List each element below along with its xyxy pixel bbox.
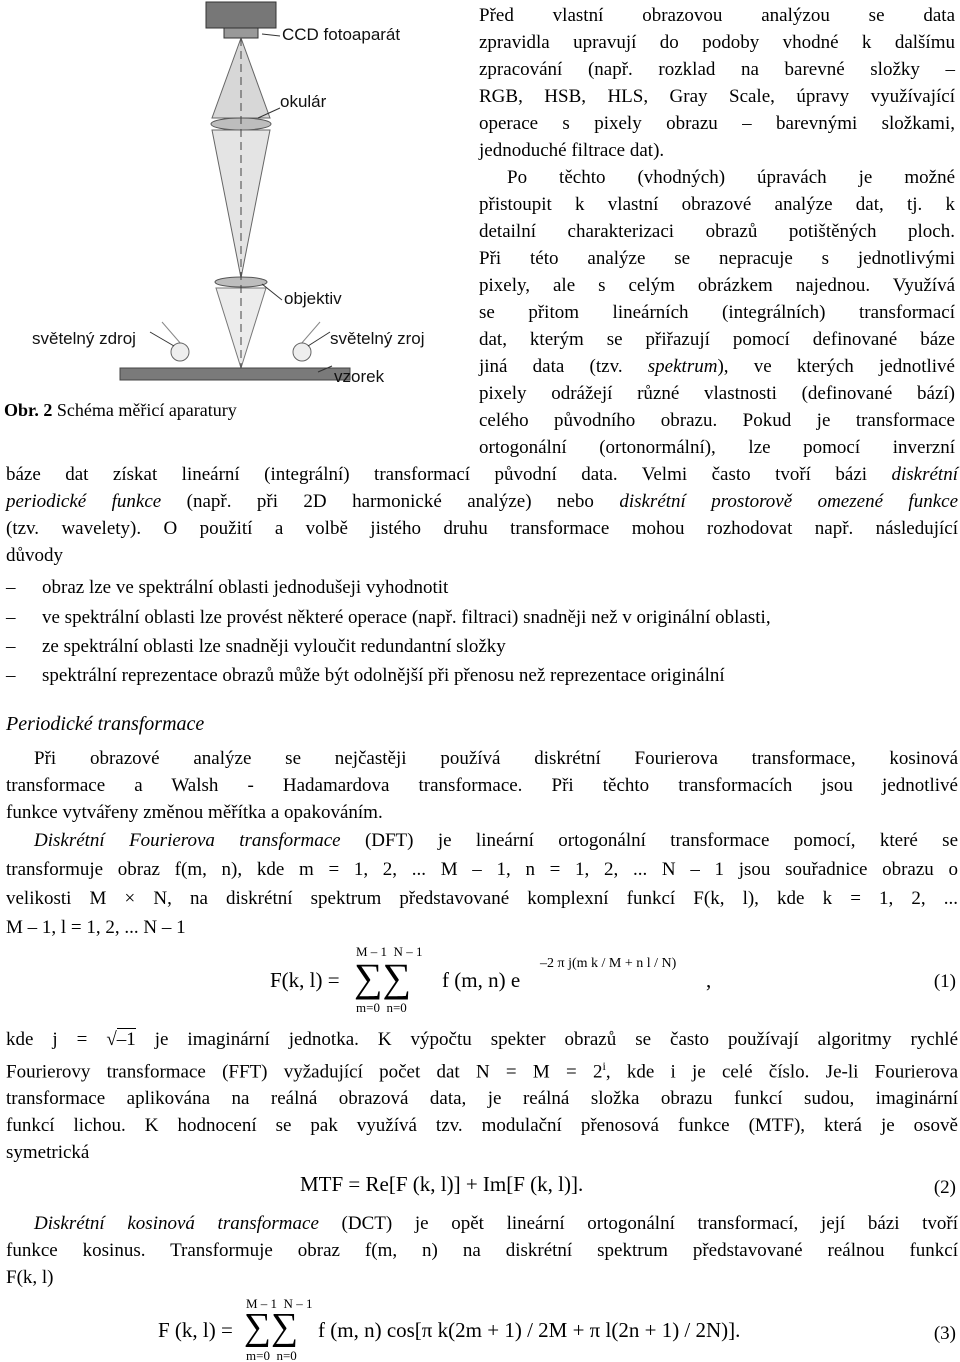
analysis-line: pixely, ale s celým obrázkem najednou. Využívá (479, 275, 955, 296)
continuation-line: důvody (6, 545, 63, 566)
reason-item: – spektrální reprezentace obrazů může být odolnější při přenosu než reprezentace originální (6, 665, 725, 686)
label-light-right: světelný zroj (330, 329, 425, 348)
analysis-line: dat, kterým se přiřazují pomocí definované báze (479, 329, 955, 350)
analysis-line: přistoupit k vlastní obrazové analýze dat, tj. k (479, 194, 955, 215)
periodic-paragraph (6, 745, 958, 826)
reason-text: ze spektrální oblasti lze snadněji vyloučit redundantní složky (42, 636, 506, 657)
fft-line (6, 1026, 958, 1053)
fft-line: transformace aplikována na reálná obrazová data, je reálná složka obrazu funkcí sudou, imaginární (6, 1088, 958, 1110)
continuation-line (6, 488, 958, 515)
apparatus-diagram (0, 0, 470, 460)
analysis-continuation (6, 461, 958, 569)
dct-paragraph (6, 1210, 958, 1291)
sqrt-symbol: √ (106, 1029, 117, 1050)
term-diskretni: diskrétní (891, 464, 958, 485)
sqrt-argument: –1 (116, 1029, 136, 1050)
dct-line (6, 1210, 958, 1237)
continuation-line (6, 461, 958, 488)
term-spektrum: spektrum (647, 356, 718, 377)
term-spatial-functions: diskrétní prostorově omezené funkce (619, 491, 959, 512)
periodic-line: Při obrazové analýze se nejčastěji používá diskrétní Fourierova transformace, kosinová (34, 748, 958, 769)
sum-symbol: ∑∑ (354, 955, 412, 1000)
analysis-text: jiná data (tzv. (479, 356, 648, 377)
dft-line: velikosti M × N, na diskrétní spektrum představované komplexní funkcí F(k, l), kde k = 1, 2, ... (6, 888, 958, 909)
intro-paragraph (479, 2, 955, 164)
ccd-camera-shape (206, 2, 276, 28)
eq1-upper-limits: M – 1 N – 1 (356, 944, 423, 959)
eq1-lower-limits: m=0 n=0 (356, 1000, 407, 1015)
intro-line: jednoduché filtrace dat). (479, 140, 665, 161)
label-light-left: světelný zdroj (32, 329, 136, 348)
reason-text: obraz lze ve spektrální oblasti jednodušeji vyhodnotit (42, 577, 449, 598)
eq1-comma: , (706, 968, 712, 992)
periodic-line: transformace a Walsh - Hadamardova transformace. Při těchto transformacích jsou jednotlivé (6, 775, 958, 796)
analysis-line: ortogonální (ortonormální), lze pomocí inverzní (479, 437, 955, 458)
reason-text: ve spektrální oblasti lze provést některé operace (např. filtraci) snadněji než v originální oblasti, (42, 607, 771, 628)
dft-line: transformuje obraz f(m, n), kde m = 1, 2, ... M – 1, n = 1, 2, ... N – 1 jsou souřadnice obrazu o (6, 859, 958, 880)
term-dct: Diskrétní kosinová transformace (34, 1213, 319, 1234)
label-sample: vzorek (334, 367, 385, 386)
reason-item: – obraz lze ve spektrální oblasti jednodušeji vyhodnotit (6, 577, 449, 598)
reason-text: spektrální reprezentace obrazů může být odolnější při přenosu než reprezentace originální (42, 665, 725, 686)
reason-item: – ze spektrální oblasti lze snadněji vyloučit redundantní složky (6, 636, 506, 657)
dft-paragraph (6, 826, 958, 942)
analysis-line: detailní charakterizaci obrazů potištěných ploch. (479, 221, 955, 242)
analysis-paragraph (479, 164, 955, 461)
equation-1-number: (1) (933, 971, 956, 992)
label-eyepiece: okulár (280, 92, 327, 111)
eq3-body: f (m, n) cos[π k(2m + 1) / 2M + π l(2n + 1) / 2N)]. (318, 1318, 741, 1342)
dct-line: funkce kosinus. Transformuje obraz f(m, n) na diskrétní spektrum představované reálnou funkcí (6, 1240, 958, 1261)
dct-text: (DCT) je opět lineární ortogonální transformací, její bázi tvoří (318, 1213, 959, 1234)
sum-symbol: ∑∑ (244, 1306, 299, 1348)
eq3-lhs: F (k, l) = (158, 1318, 233, 1342)
section-heading: Periodické transformace (6, 713, 205, 735)
label-camera: CCD fotoaparát (282, 25, 401, 44)
eq3-upper-limits: M – 1 N – 1 (246, 1296, 313, 1311)
fft-text: je imaginární jednotka. K výpočtu spekter obrazů se často používají algoritmy rychlé (135, 1029, 958, 1050)
term-periodic-functions: periodické funkce (6, 491, 162, 512)
equation-1 (270, 944, 770, 1016)
fft-text: , kde i je celé číslo. Je-li Fourierova (605, 1061, 959, 1083)
dft-line: M – 1, l = 1, 2, ... N – 1 (6, 917, 186, 938)
fft-paragraph (6, 1026, 958, 1166)
fft-line: symetrická (6, 1142, 90, 1164)
dct-line: F(k, l) (6, 1267, 54, 1288)
exponent-i: i (602, 1059, 606, 1073)
equation-2: MTF = Re[F (k, l)] + Im[F (k, l)]. (300, 1172, 584, 1196)
analysis-text: ), ve kterých jednotlivé (717, 356, 955, 377)
eq1-exponent: –2 π j(m k / M + n l / N) (540, 956, 677, 971)
analysis-line: celého původního obrazu. Pokud je transformace (479, 410, 955, 431)
fft-line: funkcí lichou. K hodnocení se pak využívá tzv. modulační přenosová funkce (MTF), která je osově (6, 1115, 958, 1137)
analysis-line: Po těchto (vhodných) úpravách je možné (507, 167, 955, 188)
figure-caption-number: Obr. 2 (4, 400, 53, 420)
dft-text: (DFT) je lineární ortogonální transformace pomocí, které se (340, 830, 959, 851)
intro-line: zpracování (např. rozklad na barevné složky – (479, 59, 955, 80)
reason-item: – ve spektrální oblasti lze provést některé operace (např. filtraci) snadněji než v originální oblasti, (6, 607, 771, 628)
equation-3-number: (3) (933, 1323, 956, 1344)
periodic-line: funkce vytvářeny změnou měřítka a opakováním. (6, 802, 383, 823)
dft-line (6, 826, 958, 855)
fft-line (6, 1053, 958, 1085)
eq3-lower-limits: m=0 n=0 (246, 1348, 297, 1362)
label-objective: objektiv (284, 289, 342, 308)
objective-cone (212, 130, 270, 278)
analysis-line (479, 353, 955, 380)
term-dft: Diskrétní Fourierova transformace (34, 830, 341, 851)
analysis-line: Při této analýze se nepracuje s jednotlivými (479, 248, 955, 269)
eq1-body: f (m, n) e (442, 968, 521, 992)
equation-2-number: (2) (933, 1177, 956, 1198)
intro-line: Před vlastní obrazovou analýzou se data (479, 5, 955, 26)
fft-text: kde j = (6, 1029, 107, 1050)
continuation-line: (tzv. wavelety). O použití a volbě jistého druhu transformace mohou rozhodovat např. následující (6, 518, 958, 539)
intro-line: zpravidla upravují do podoby vhodné k dalšímu (479, 32, 955, 53)
continuation-text: (např. při 2D harmonické analýze) nebo (161, 491, 620, 512)
fft-text: Fourierovy transformace (FFT) vyžadující počet dat N = M = 2 (6, 1061, 603, 1083)
continuation-text: báze dat získat lineární (integrální) transformací původní data. Velmi často tvoří bázi (6, 464, 892, 485)
analysis-line: pixely odrážejí různé vlastnosti (definované bází) (479, 383, 955, 404)
figure-caption-text: Schéma měřicí aparatury (56, 400, 237, 420)
intro-line: RGB, HSB, HLS, Gray Scale, úpravy využívající (479, 86, 955, 107)
analysis-line: se přitom lineárních (integrálních) transformací (479, 302, 955, 323)
intro-line: operace s pixely obrazu – barevnými složkami, (479, 113, 955, 134)
equation-3 (158, 1296, 918, 1362)
figure-caption (4, 398, 237, 422)
eq1-lhs: F(k, l) = (270, 968, 340, 992)
sample-stage (120, 368, 350, 380)
